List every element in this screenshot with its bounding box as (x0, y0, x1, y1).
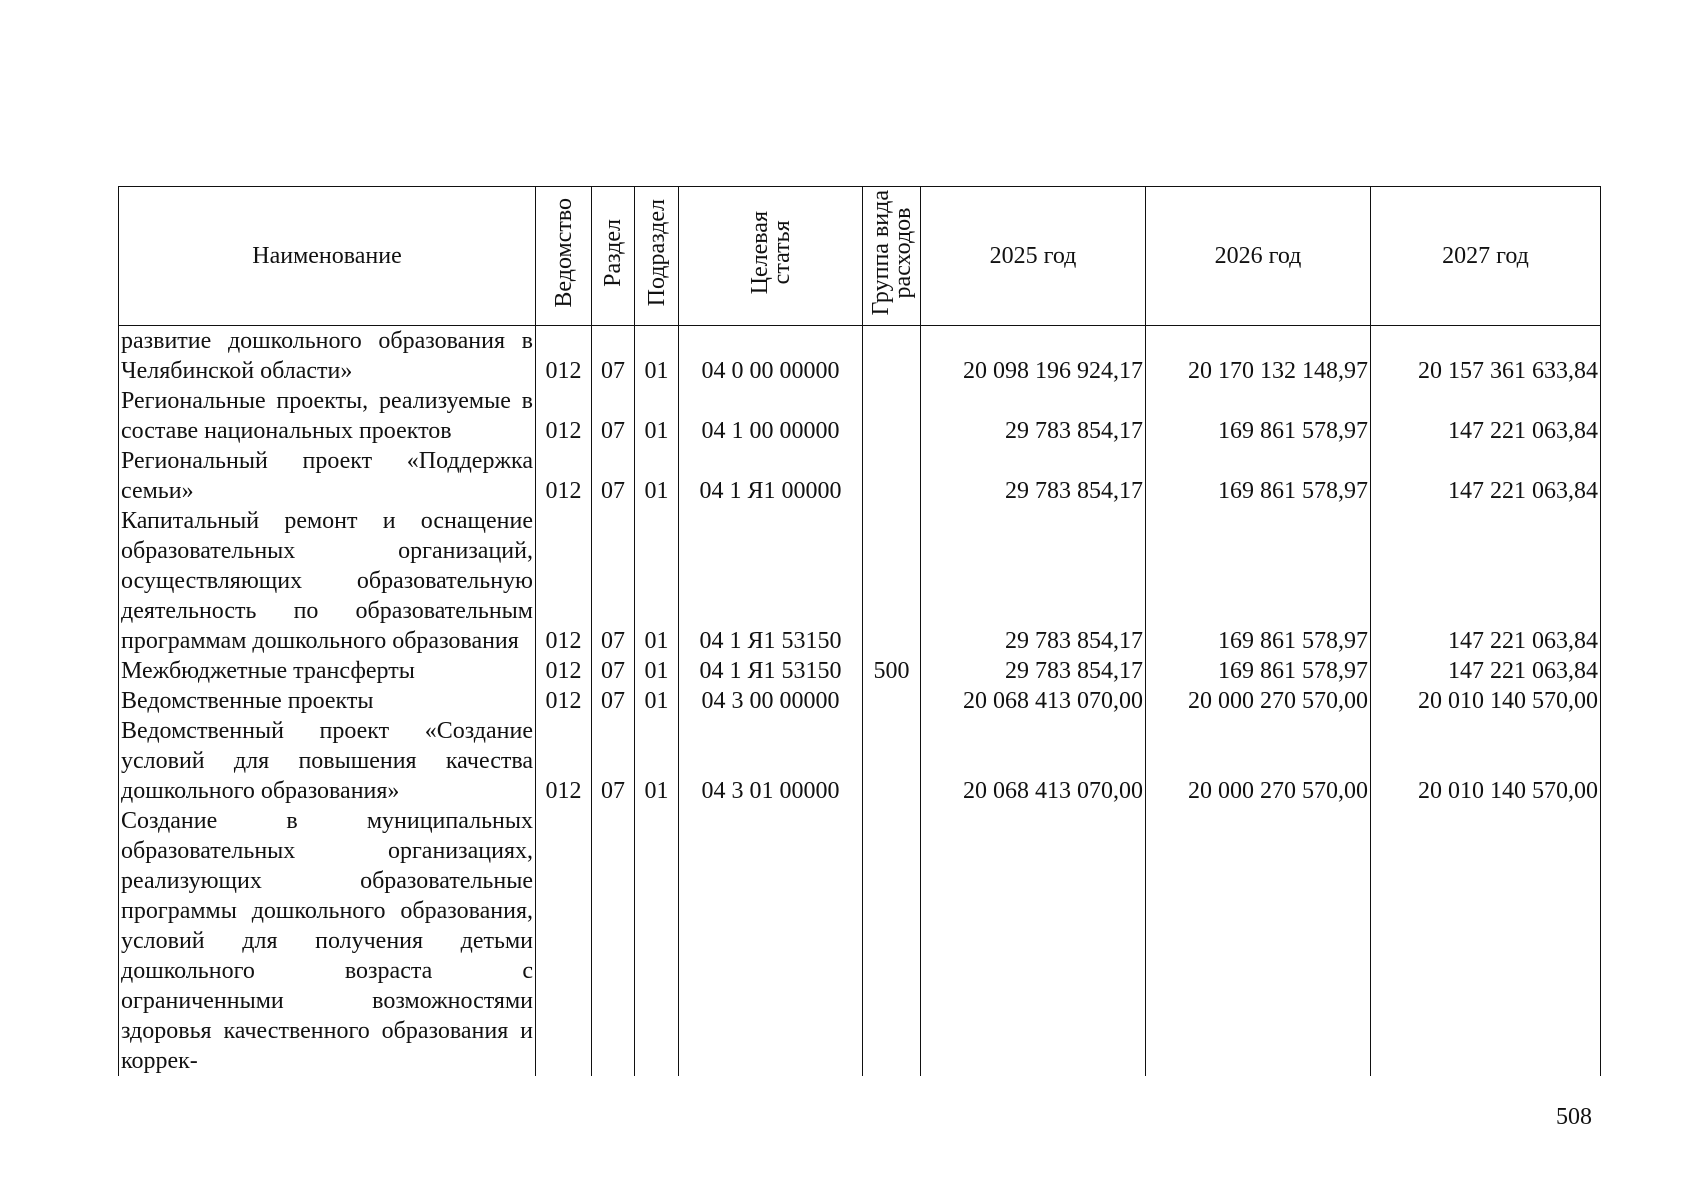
row-amount-2025 (921, 806, 1146, 1076)
row-target-article: 04 1 Я1 00000 (679, 446, 863, 506)
row-expense-group (863, 716, 921, 806)
row-amount-2026: 20 170 132 148,97 (1146, 326, 1371, 387)
row-amount-2027: 20 010 140 570,00 (1371, 686, 1601, 716)
row-vedomstvo: 012 (536, 446, 592, 506)
row-amount-2026 (1146, 806, 1371, 1076)
row-amount-2027: 147 221 063,84 (1371, 506, 1601, 656)
table-row (119, 326, 1601, 387)
row-razdel: 07 (592, 386, 635, 446)
row-razdel: 07 (592, 686, 635, 716)
row-amount-2027: 20 157 361 633,84 (1371, 326, 1601, 387)
row-vedomstvo: 012 (536, 716, 592, 806)
row-amount-2027: 147 221 063,84 (1371, 656, 1601, 686)
row-amount-2027: 147 221 063,84 (1371, 386, 1601, 446)
header-razdel: Раздел (592, 187, 635, 326)
row-amount-2025: 20 098 196 924,17 (921, 326, 1146, 387)
header-2027: 2027 год (1371, 187, 1601, 326)
row-amount-2026: 169 861 578,97 (1146, 656, 1371, 686)
row-podrazdel: 01 (635, 656, 679, 686)
row-target-article: 04 3 00 00000 (679, 686, 863, 716)
table-row (119, 686, 1601, 716)
row-vedomstvo: 012 (536, 386, 592, 446)
row-razdel: 07 (592, 446, 635, 506)
row-podrazdel: 01 (635, 326, 679, 387)
row-name: Региональный проект «Поддержка семьи» (119, 446, 536, 506)
table-row (119, 446, 1601, 506)
row-vedomstvo (536, 806, 592, 1076)
row-razdel: 07 (592, 716, 635, 806)
header-vedomstvo: Ведомство (536, 187, 592, 326)
row-name: развитие дошкольного образования в Челябинской области» (119, 326, 536, 387)
header-target-article: Целевая статья (679, 187, 863, 326)
table-row (119, 506, 1601, 656)
table-body (119, 326, 1601, 1077)
row-expense-group (863, 386, 921, 446)
row-target-article: 04 1 00 00000 (679, 386, 863, 446)
row-podrazdel: 01 (635, 446, 679, 506)
header-expense-group: Группа вида расходов (863, 187, 921, 326)
table-row (119, 716, 1601, 806)
row-vedomstvo: 012 (536, 686, 592, 716)
page-number: 508 (1556, 1104, 1592, 1130)
row-vedomstvo: 012 (536, 326, 592, 387)
row-amount-2025: 29 783 854,17 (921, 386, 1146, 446)
row-name: Создание в муниципальных образовательных организациях, реализующих образовательные программы дошкольного образования, условий для получения детьми дошкольного возраста с ограниченными возможностями здоровья качественного образования и коррек- (119, 806, 536, 1076)
header-podrazdel: Подраздел (635, 187, 679, 326)
row-amount-2026: 20 000 270 570,00 (1146, 686, 1371, 716)
row-amount-2025: 29 783 854,17 (921, 656, 1146, 686)
row-amount-2027: 147 221 063,84 (1371, 446, 1601, 506)
row-vedomstvo: 012 (536, 656, 592, 686)
header-2025: 2025 год (921, 187, 1146, 326)
row-expense-group (863, 806, 921, 1076)
row-razdel: 07 (592, 656, 635, 686)
row-name: Ведомственные проекты (119, 686, 536, 716)
row-podrazdel: 01 (635, 686, 679, 716)
row-podrazdel (635, 806, 679, 1076)
row-amount-2025: 20 068 413 070,00 (921, 686, 1146, 716)
row-vedomstvo: 012 (536, 506, 592, 656)
row-amount-2026: 169 861 578,97 (1146, 446, 1371, 506)
row-expense-group: 500 (863, 656, 921, 686)
row-amount-2026: 20 000 270 570,00 (1146, 716, 1371, 806)
row-amount-2027: 20 010 140 570,00 (1371, 716, 1601, 806)
row-expense-group (863, 686, 921, 716)
table-row (119, 656, 1601, 686)
header-2026: 2026 год (1146, 187, 1371, 326)
row-name: Капитальный ремонт и оснащение образовательных организаций, осуществляющих образовательную деятельность по образовательным программам дошкольного образования (119, 506, 536, 656)
row-target-article: 04 1 Я1 53150 (679, 656, 863, 686)
row-razdel (592, 806, 635, 1076)
row-podrazdel: 01 (635, 506, 679, 656)
row-amount-2025: 29 783 854,17 (921, 446, 1146, 506)
table-row (119, 806, 1601, 1076)
row-razdel: 07 (592, 326, 635, 387)
row-razdel: 07 (592, 506, 635, 656)
row-target-article: 04 0 00 00000 (679, 326, 863, 387)
row-expense-group (863, 326, 921, 387)
row-podrazdel: 01 (635, 716, 679, 806)
budget-table (118, 186, 1601, 1076)
row-name: Ведомственный проект «Создание условий для повышения качества дошкольного образования» (119, 716, 536, 806)
row-expense-group (863, 506, 921, 656)
row-target-article: 04 3 01 00000 (679, 716, 863, 806)
table-row (119, 386, 1601, 446)
row-podrazdel: 01 (635, 386, 679, 446)
row-name: Межбюджетные трансферты (119, 656, 536, 686)
row-amount-2026: 169 861 578,97 (1146, 506, 1371, 656)
header-name: Наименование (119, 187, 536, 326)
row-target-article (679, 806, 863, 1076)
row-expense-group (863, 446, 921, 506)
row-amount-2026: 169 861 578,97 (1146, 386, 1371, 446)
row-target-article: 04 1 Я1 53150 (679, 506, 863, 656)
row-amount-2025: 20 068 413 070,00 (921, 716, 1146, 806)
table-header (119, 187, 1601, 326)
row-amount-2025: 29 783 854,17 (921, 506, 1146, 656)
row-amount-2027 (1371, 806, 1601, 1076)
row-name: Региональные проекты, реализуемые в составе национальных проектов (119, 386, 536, 446)
